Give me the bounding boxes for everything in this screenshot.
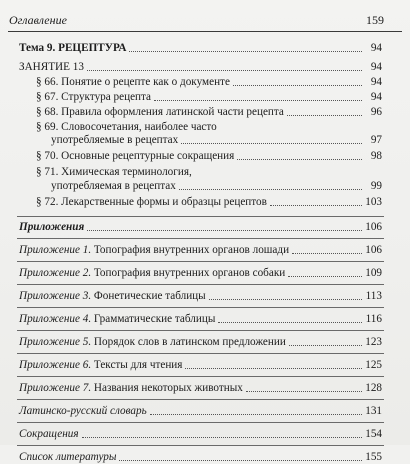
toc-entry-section[interactable]: [19, 196, 382, 209]
toc-entry-appendix-4[interactable]: [19, 313, 382, 326]
toc-entry-section[interactable]: [19, 91, 382, 104]
section-separator: [17, 261, 384, 262]
toc-entry-label-line2: употребляемые в рецептах: [51, 134, 179, 146]
toc-entry-page: 123: [365, 336, 382, 348]
leader-dots: [87, 230, 362, 231]
toc-entry-appendix-2[interactable]: [19, 267, 382, 280]
toc-entry-section[interactable]: [19, 166, 382, 193]
section-separator: [17, 307, 384, 308]
leader-dots: [179, 189, 362, 190]
section-separator: [17, 284, 384, 285]
leader-dots: [237, 159, 362, 160]
leader-dots: [218, 322, 362, 323]
toc-entry-section[interactable]: [19, 150, 382, 163]
appendix-prefix: Приложение 3.: [19, 290, 92, 302]
leader-dots: [87, 70, 362, 71]
appendix-title: Тексты для чтения: [91, 359, 183, 371]
toc-entry-section[interactable]: [19, 76, 382, 89]
toc-entry-appendix-7[interactable]: [19, 382, 382, 395]
toc-entry-page: 116: [365, 313, 382, 325]
leader-dots: [246, 391, 362, 392]
toc-entry-label: Приложения: [19, 221, 85, 233]
toc-entry-topic[interactable]: [19, 42, 382, 55]
page-number: 159: [366, 13, 384, 27]
toc-entry-page: 94: [370, 61, 382, 73]
toc-entry-label-line1: § 69. Словосочетания, наиболее часто: [36, 121, 217, 133]
section-separator: [17, 330, 384, 331]
toc-entry-dictionary[interactable]: [19, 405, 382, 418]
section-separator: [17, 353, 384, 354]
toc-entry-label: Тема 9. РЕЦЕПТУРА: [19, 42, 127, 54]
toc-entry-appendix-3[interactable]: [19, 290, 382, 303]
section-separator: [17, 376, 384, 377]
toc-entry-page: 131: [365, 405, 382, 417]
section-separator: [17, 399, 384, 400]
appendix-title: Фонетические таблицы: [91, 290, 206, 302]
leader-dots: [233, 85, 362, 86]
toc-entry-label: § 67. Структура рецепта: [36, 91, 152, 103]
leader-dots: [289, 345, 362, 346]
leader-dots: [270, 205, 362, 206]
toc-entry-page: 155: [365, 451, 382, 463]
toc-entry-label: ЗАНЯТИЕ 13: [19, 61, 84, 73]
toc-entry-label: Сокращения: [19, 428, 79, 440]
table-of-contents: [19, 38, 382, 464]
toc-entry-label: § 70. Основные рецептурные сокращения: [36, 150, 235, 162]
appendix-prefix: Приложение 2.: [19, 267, 92, 279]
leader-dots: [119, 460, 362, 461]
toc-entry-page: 109: [365, 267, 382, 279]
appendix-title: Топография внутренних органов собаки: [91, 267, 286, 279]
appendix-title: Порядок слов в латинском предложении: [91, 336, 286, 348]
header-rule: [8, 31, 402, 32]
section-separator: [17, 445, 384, 446]
toc-entry-label: Список литературы: [19, 451, 117, 463]
appendix-title: Топография внутренних органов лошади: [91, 244, 290, 256]
leader-dots: [154, 100, 362, 101]
toc-entry-label-line1: § 71. Химическая терминология,: [36, 166, 192, 178]
leader-dots: [287, 115, 362, 116]
toc-entry-label: § 66. Понятие о рецепте как о документе: [36, 76, 230, 88]
leader-dots: [209, 299, 362, 300]
toc-entry-page: 113: [365, 290, 382, 302]
toc-entry-page: 94: [370, 91, 382, 103]
appendix-prefix: Приложение 5.: [19, 336, 92, 348]
leader-dots: [185, 368, 362, 369]
leader-dots: [150, 414, 362, 415]
toc-entry-section[interactable]: [19, 121, 382, 147]
toc-entry-page: 106: [365, 244, 382, 256]
toc-entry-section[interactable]: [19, 106, 382, 119]
page-header: [9, 12, 398, 28]
toc-entry-page: 154: [365, 428, 382, 440]
toc-entry-page: 97: [370, 134, 382, 146]
toc-entry-page: 106: [365, 221, 382, 233]
toc-entry-appendix-6[interactable]: [19, 359, 382, 372]
leader-dots: [181, 143, 362, 144]
appendix-title: Названия некоторых животных: [91, 382, 243, 394]
toc-entry-page: 99: [370, 180, 382, 192]
toc-entry-appendices-heading[interactable]: [19, 221, 382, 234]
toc-entry-page: 128: [365, 382, 382, 394]
toc-entry-literature[interactable]: [19, 451, 382, 464]
section-separator: [17, 238, 384, 239]
toc-entry-appendix-5[interactable]: [19, 336, 382, 349]
toc-entry-lesson[interactable]: [19, 61, 382, 74]
appendix-prefix: Приложение 4.: [19, 313, 92, 325]
leader-dots: [288, 276, 362, 277]
leader-dots: [292, 253, 362, 254]
leader-dots: [129, 51, 362, 52]
toc-entry-label: § 72. Лекарственные формы и образцы рецептов: [36, 196, 267, 208]
toc-entry-page: 98: [370, 150, 382, 162]
appendix-title: Грамматические таблицы: [91, 313, 216, 325]
appendix-prefix: Приложение 1.: [19, 244, 92, 256]
toc-entry-page: 103: [365, 196, 382, 208]
toc-entry-label: Латинско-русский словарь: [19, 405, 147, 417]
section-separator: [17, 422, 384, 423]
section-separator: [17, 216, 384, 217]
toc-entry-page: 125: [365, 359, 382, 371]
appendix-prefix: Приложение 7.: [19, 382, 92, 394]
toc-entry-page: 94: [370, 76, 382, 88]
appendix-prefix: Приложение 6.: [19, 359, 92, 371]
toc-entry-page: 96: [370, 106, 382, 118]
leader-dots: [82, 437, 362, 438]
toc-entry-label: § 68. Правила оформления латинской части рецепта: [36, 106, 284, 118]
toc-entry-appendix-1[interactable]: [19, 244, 382, 257]
toc-entry-page: 94: [370, 42, 382, 54]
toc-entry-label-line2: употребляемая в рецептах: [51, 180, 176, 192]
running-title: Оглавление: [9, 13, 67, 27]
toc-entry-abbreviations[interactable]: [19, 428, 382, 441]
